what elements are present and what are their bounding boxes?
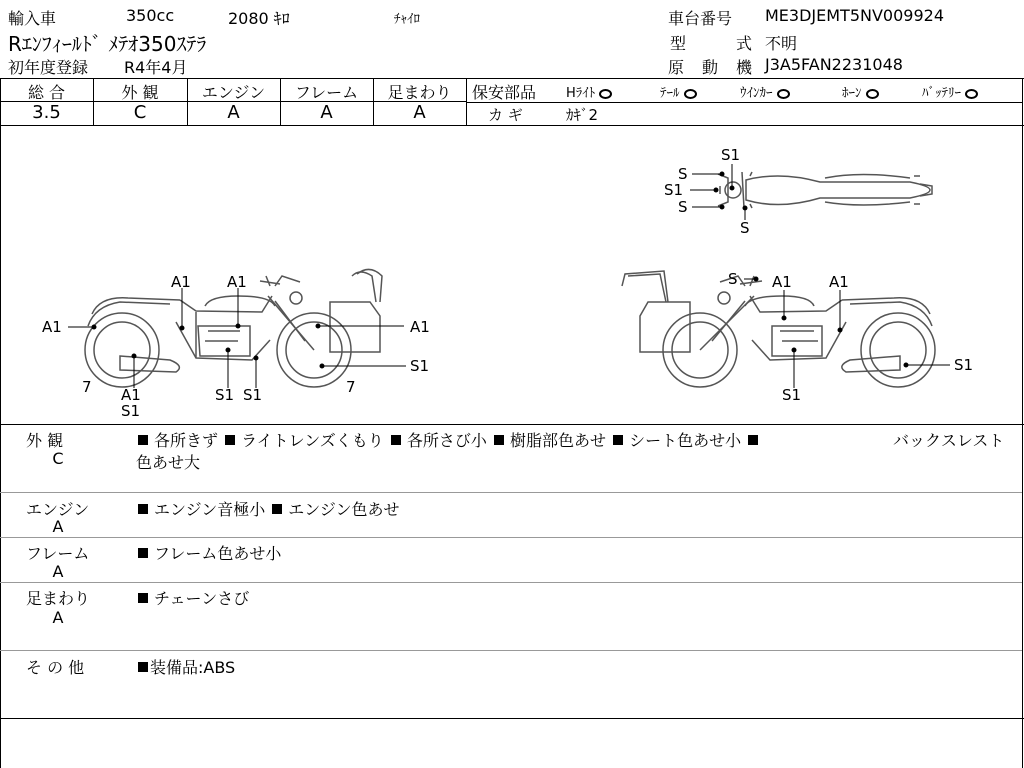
bullet-square-icon xyxy=(138,662,148,672)
bullet-square-icon xyxy=(494,435,504,445)
diagram-label: A1 xyxy=(171,273,191,291)
overall-label: 総 合 xyxy=(27,83,66,102)
remark-engine-label: エンジン xyxy=(26,500,90,519)
diagram-label: S xyxy=(678,198,688,216)
divider xyxy=(0,582,1022,583)
suspension-label: 足まわり xyxy=(387,83,452,102)
diagram-label: S1 xyxy=(243,386,263,404)
category: 輸入車 xyxy=(8,9,57,28)
divider xyxy=(1022,78,1023,768)
exterior-grade: C xyxy=(133,102,147,123)
remark-engine-grade: A xyxy=(52,517,64,536)
remark-suspension-grade: A xyxy=(52,608,64,627)
bullet-square-icon xyxy=(272,504,282,514)
diagram-label: S xyxy=(678,165,688,183)
remark-engine-items: エンジン音極小 エンジン色あせ xyxy=(136,497,400,520)
bullet-square-icon xyxy=(138,435,148,445)
diagram-label: S xyxy=(740,219,750,237)
ok-circle-icon xyxy=(866,89,879,99)
frame-label: フレーム xyxy=(294,83,359,102)
mileage: 2080 ｷﾛ xyxy=(228,9,290,28)
first-registration-value: R4年4月 xyxy=(124,58,188,77)
diagram-label: S1 xyxy=(410,357,430,375)
diagram-label: A1 xyxy=(410,318,430,336)
diagram-label: 7 xyxy=(346,378,356,396)
ok-circle-icon xyxy=(684,89,697,99)
bullet-square-icon xyxy=(391,435,401,445)
remark-suspension-items: チェーンさび xyxy=(136,586,249,609)
divider xyxy=(0,537,1022,538)
remark-frame-items: フレーム色あせ小 xyxy=(136,541,281,564)
ok-circle-icon xyxy=(777,89,790,99)
diagram-label: A1 xyxy=(772,273,792,291)
suspension-grade: A xyxy=(413,102,426,123)
divider xyxy=(0,78,1024,79)
safety-item-tail: ﾃｰﾙ xyxy=(660,82,697,101)
remark-suspension-label: 足まわり xyxy=(26,589,91,608)
type-value: 不明 xyxy=(765,34,798,53)
bullet-square-icon xyxy=(138,593,148,603)
divider xyxy=(0,650,1022,651)
key-label: カ ギ xyxy=(488,106,523,124)
remark-other-label: そ の 他 xyxy=(26,658,85,677)
diagram-label: 7 xyxy=(82,378,92,396)
diagram-label: S1 xyxy=(121,402,141,420)
divider xyxy=(466,102,1022,103)
bullet-square-icon xyxy=(138,548,148,558)
engine-label: エンジン xyxy=(201,83,266,102)
frame-number-value: ME3DJEMT5NV009924 xyxy=(765,6,944,25)
diagram-label: S1 xyxy=(215,386,235,404)
safety-item-winker: ｳｲﾝｶｰ xyxy=(740,82,790,101)
remark-frame-grade: A xyxy=(52,562,64,581)
diagram-label: A1 xyxy=(121,386,141,404)
displacement: 350cc xyxy=(126,6,175,25)
safety-parts-label: 保安部品 xyxy=(472,83,537,102)
bullet-square-icon xyxy=(225,435,235,445)
engine-number-value: J3A5FAN2231048 xyxy=(765,55,903,74)
remark-exterior-item-wrap-2: 色あせ大 xyxy=(136,453,201,472)
bullet-square-icon xyxy=(138,504,148,514)
exterior-label: 外 観 xyxy=(121,83,159,102)
engine-number-label-1: 原 xyxy=(668,58,685,77)
diagram-label: A1 xyxy=(227,273,247,291)
color: ﾁｬｲﾛ xyxy=(394,12,420,27)
remark-exterior-item-wrap: バックスレスト xyxy=(893,431,1005,450)
first-registration-label: 初年度登録 xyxy=(8,58,89,77)
type-label-2: 式 xyxy=(736,34,753,53)
diagram-label: S1 xyxy=(954,356,974,374)
engine-number-label-3: 機 xyxy=(736,58,753,77)
frame-number-label: 車台番号 xyxy=(668,9,733,28)
key-value: ｶｷﾞ2 xyxy=(566,106,599,124)
frame-grade: A xyxy=(320,102,333,123)
model-name: Rｴﾝﾌｨｰﾙﾄﾞ ﾒﾃｵ350ｽﾃﾗ xyxy=(8,32,207,56)
ok-circle-icon xyxy=(599,89,612,99)
remark-exterior-label: 外 観 xyxy=(26,431,64,450)
overall-grade: 3.5 xyxy=(32,102,61,123)
bullet-square-icon xyxy=(748,435,758,445)
diagram-label: S xyxy=(728,270,738,288)
safety-item-horn: ﾎｰﾝ xyxy=(842,82,879,101)
remark-other-items: 装備品:ABS xyxy=(136,655,235,678)
remark-frame-label: フレーム xyxy=(26,544,90,563)
diagram-label: S1 xyxy=(782,386,802,404)
remark-exterior-grade: C xyxy=(52,449,64,468)
divider xyxy=(0,718,1024,719)
ok-circle-icon xyxy=(965,89,978,99)
divider xyxy=(0,424,1024,425)
bullet-square-icon xyxy=(613,435,623,445)
engine-grade: A xyxy=(227,102,240,123)
diagram-label: A1 xyxy=(829,273,849,291)
safety-item-headlight: Hﾗｲﾄ xyxy=(566,82,612,101)
engine-number-label-2: 動 xyxy=(702,58,719,77)
diagram-label: A1 xyxy=(42,318,62,336)
divider xyxy=(0,492,1022,493)
type-label-1: 型 xyxy=(670,34,687,53)
top-view-motorcycle-drawing xyxy=(718,172,932,208)
safety-item-battery: ﾊﾞｯﾃﾘｰ xyxy=(922,82,978,101)
diagram-label: S1 xyxy=(721,146,741,164)
damage-diagram xyxy=(0,126,1022,424)
remark-exterior-items: 各所きず ライトレンズくもり 各所さび小 樹脂部色あせ シート色あせ小 xyxy=(136,428,764,451)
diagram-label: S1 xyxy=(664,181,684,199)
